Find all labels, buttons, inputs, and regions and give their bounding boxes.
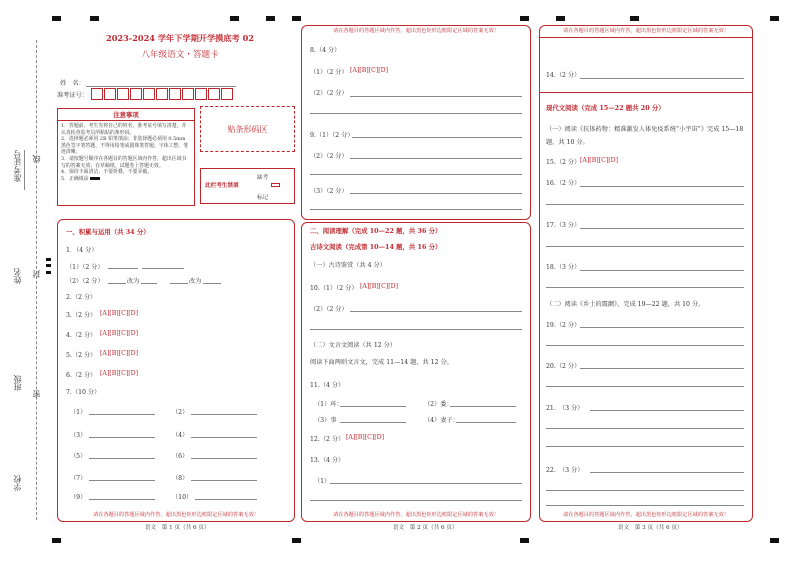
- absent-box: [200, 168, 295, 204]
- answer-line[interactable]: [89, 437, 155, 438]
- q4-label: 4.（2 分）: [66, 332, 97, 339]
- q11-label: 11.（4 分）: [310, 382, 345, 389]
- choice-abcd[interactable]: [A][B][C][D]: [580, 157, 619, 164]
- answer-line[interactable]: [191, 480, 257, 481]
- registration-mark: [52, 538, 61, 543]
- q10b-label: （2）（2 分）: [310, 306, 348, 313]
- reading-intro: 阅读下面两则文言文，完成 11—14 题，共 12 分。: [310, 359, 453, 366]
- registration-mark: [230, 16, 239, 21]
- notice-title: 注意事项: [58, 109, 194, 121]
- answer-line[interactable]: [350, 193, 522, 194]
- answer-line[interactable]: [89, 480, 155, 481]
- choice-abcd[interactable]: [A][B][C][D]: [350, 67, 389, 74]
- answer-line[interactable]: [546, 428, 744, 429]
- q1b-label: （2）（2 分）: [66, 278, 104, 285]
- answer-line[interactable]: [89, 414, 155, 415]
- answer-line[interactable]: [170, 283, 188, 284]
- answer-line[interactable]: [350, 96, 522, 97]
- answer-line[interactable]: [142, 268, 184, 269]
- name-field[interactable]: [86, 86, 236, 87]
- section-title: 二、阅读理解（完成 10—22 题，共 36 分）: [310, 227, 442, 235]
- binding-seal-label: 封: [32, 270, 41, 278]
- answer-line[interactable]: [546, 204, 744, 205]
- page-footer: 语文 第 3 页（共 6 页）: [618, 525, 683, 531]
- q7-item: （3）: [70, 432, 87, 439]
- q6-label: 6.（2 分）: [66, 372, 97, 379]
- registration-mark: [52, 16, 61, 21]
- binding-exam-no: 准考证号: [13, 150, 22, 182]
- answer-line[interactable]: [340, 406, 406, 407]
- q1-label: 1．（4 分）: [66, 247, 98, 254]
- fill-sample-icon: [90, 177, 100, 180]
- q5-label: 5.（2 分）: [66, 352, 97, 359]
- q15-label: 15.（2 分）: [546, 159, 581, 166]
- answer-line[interactable]: [352, 137, 522, 138]
- q9c-label: （3）（2 分）: [310, 188, 348, 195]
- choice-abcd[interactable]: [A][B][C][D]: [100, 310, 139, 317]
- q7-item: （4）: [172, 432, 189, 439]
- page-footer: 语文 第 2 页（共 6 页）: [393, 525, 458, 531]
- q22-label: 22. （3 分）: [546, 467, 584, 474]
- q7-item: （7）: [70, 475, 87, 482]
- choice-abcd[interactable]: [A][B][C][D]: [346, 434, 385, 441]
- q1a-label: （1）（2 分）: [66, 264, 104, 271]
- answer-line[interactable]: [89, 458, 155, 459]
- notice-item: 4．保持卡面清洁，不要折叠、不要弄破。: [61, 169, 153, 176]
- q11-2: （2）委：: [424, 401, 453, 408]
- choice-abcd[interactable]: [A][B][C][D]: [360, 283, 399, 290]
- divider: [539, 92, 753, 93]
- q7-item: （9）: [70, 494, 87, 501]
- page-footer: 语文 第 1 页（共 6 页）: [145, 525, 210, 531]
- answer-line[interactable]: [546, 345, 744, 346]
- q13-label: 13.（4 分）: [310, 457, 345, 464]
- warning-text: 请在各题目的答题区域内作答，超出黑色矩形边框限定区域的答案无效！: [562, 512, 729, 518]
- warning-text: 请在各题目的答题区域内作答，超出黑色矩形边框限定区域的答案无效！: [92, 512, 259, 518]
- binding-sealed-label: 密: [32, 390, 41, 398]
- subsection-1: （一）古诗鉴赏（共 4 分）: [310, 262, 386, 269]
- registration-mark: [520, 16, 529, 21]
- choice-abcd[interactable]: [A][B][C][D]: [100, 370, 139, 377]
- answer-line[interactable]: [191, 437, 257, 438]
- absent-label: 此栏考生禁填: [205, 183, 239, 189]
- notice-item: 2．选择题必须用 2B 铅笔填涂；非选择题必须用 0.5mm 黑色签字笔答题，不得用铅笔或圆珠笔答题；字体工整、笔迹清晰。: [61, 136, 189, 156]
- binding-name: 姓名: [13, 268, 22, 284]
- q7-label: 7.（10 分）: [66, 389, 101, 396]
- answer-line[interactable]: [108, 268, 138, 269]
- q10-label: 10.（1）（2 分）: [310, 285, 358, 292]
- registration-mark: [90, 16, 99, 21]
- answer-line[interactable]: [310, 500, 522, 501]
- absent-mark-bottom: 标记: [257, 195, 269, 201]
- binding-class: 班级: [13, 375, 22, 391]
- answer-line[interactable]: [580, 78, 744, 79]
- registration-mark: [556, 16, 565, 21]
- q14-label: 14.（2 分）: [546, 72, 581, 79]
- answer-line[interactable]: [310, 174, 522, 175]
- answer-line[interactable]: [330, 483, 522, 484]
- reading-1: （一）阅读《抗体药物：精准激发人体免疫系统“小宇宙”》完成 15—18 题，共 10 分。: [546, 126, 744, 146]
- answer-line[interactable]: [310, 209, 522, 210]
- binding-line: [36, 40, 37, 520]
- exam-no-label: 准考证号：: [57, 92, 88, 99]
- notice-box: [57, 108, 195, 206]
- change-to-label: 改为: [127, 278, 140, 285]
- q8a-label: （1）（2 分）: [310, 69, 348, 76]
- registration-mark: [46, 258, 51, 261]
- section-title: 一、积累与运用（共 34 分）: [66, 228, 150, 236]
- q11-3: （3）事: [314, 417, 337, 424]
- q18-label: 18.（3 分）: [546, 264, 581, 271]
- answer-line[interactable]: [580, 270, 744, 271]
- barcode-area: [200, 106, 295, 152]
- q12-label: 12.（2 分）: [310, 436, 345, 443]
- page-subtitle: 八年级语文・答题卡: [141, 50, 219, 60]
- answer-line[interactable]: [89, 499, 155, 500]
- barcode-label: 贴条形码区: [227, 125, 268, 134]
- registration-mark: [770, 16, 779, 21]
- subsection-title: 古诗文阅读（完成第 10—14 题，共 16 分）: [310, 243, 442, 251]
- answer-line[interactable]: [450, 406, 516, 407]
- registration-mark: [630, 16, 639, 21]
- subsection-2: （二）文言文阅读（共 12 分）: [310, 342, 397, 349]
- exam-no-boxes[interactable]: [91, 88, 239, 102]
- answer-line[interactable]: [580, 228, 744, 229]
- q9b-label: （2）（2 分）: [310, 153, 348, 160]
- q11-4: （4）妻子：: [424, 417, 459, 424]
- answer-box-4: [539, 25, 753, 522]
- q11-1: （1）环：: [314, 401, 343, 408]
- q7-item: （5）: [70, 453, 87, 460]
- answer-line[interactable]: [108, 283, 126, 284]
- answer-line[interactable]: [191, 414, 257, 415]
- answer-line[interactable]: [141, 283, 157, 284]
- q7-item: （10）: [172, 494, 193, 501]
- answer-line[interactable]: [580, 327, 744, 328]
- page-title: 2023-2024 学年下学期开学摸底考 02: [106, 33, 254, 43]
- answer-line[interactable]: [580, 368, 744, 369]
- notice-item: 5．正确填涂: [61, 176, 191, 183]
- registration-mark: [292, 538, 301, 543]
- notice-item: 1．答题前，考生先将自己的姓名，准考证号填写清楚，并认真检查监考员所粘贴的条形码。: [61, 123, 187, 136]
- answer-line[interactable]: [546, 490, 744, 491]
- answer-line[interactable]: [590, 410, 744, 411]
- choice-abcd[interactable]: [A][B][C][D]: [100, 350, 139, 357]
- q3-label: 3.（2 分）: [66, 312, 97, 319]
- warning-text: 请在各题目的答题区域内作答，超出黑色矩形边框限定区域的答案无效！: [332, 512, 499, 518]
- binding-school: 学校: [13, 475, 22, 491]
- answer-line[interactable]: [191, 458, 257, 459]
- warning-text: 请在各题目的答题区域内作答，超出黑色矩形边框限定区域的答案无效！: [562, 28, 729, 34]
- q21-label: 21. （3 分）: [546, 405, 584, 412]
- q13a-label: （1）: [314, 478, 331, 485]
- q20-label: 20.（2 分）: [546, 363, 581, 370]
- choice-abcd[interactable]: [A][B][C][D]: [100, 330, 139, 337]
- q19-label: 19.（2 分）: [546, 322, 581, 329]
- answer-line[interactable]: [350, 158, 522, 159]
- q9-label: 9.（1）（2 分）: [310, 132, 354, 139]
- warning-text: 请在各题目的答题区域内作答，超出黑色矩形边框限定区域的答案无效！: [332, 28, 499, 34]
- registration-mark: [46, 271, 51, 274]
- q16-label: 16.（2 分）: [546, 180, 581, 187]
- registration-mark: [292, 16, 301, 21]
- answer-line[interactable]: [590, 472, 744, 473]
- answer-line[interactable]: [456, 422, 516, 423]
- answer-line[interactable]: [310, 113, 522, 114]
- q7-item: （2）: [172, 409, 189, 416]
- answer-line[interactable]: [546, 287, 744, 288]
- registration-mark: [520, 538, 529, 543]
- section-title: 现代文阅读（完成 15—22 题共 20 分）: [546, 104, 665, 112]
- q7-item: （6）: [172, 453, 189, 460]
- answer-line[interactable]: [546, 386, 744, 387]
- q7-item: （1）: [70, 409, 87, 416]
- binding-underline: [24, 150, 25, 190]
- q17-label: 17.（3 分）: [546, 222, 581, 229]
- answer-line[interactable]: [195, 499, 257, 500]
- answer-line[interactable]: [546, 505, 744, 506]
- registration-mark: [46, 264, 51, 267]
- absent-mark-top: 缺考: [257, 175, 269, 181]
- q8b-label: （2）（2 分）: [310, 90, 348, 97]
- answer-line[interactable]: [340, 422, 406, 423]
- binding-line-label: 线: [32, 155, 41, 163]
- registration-mark: [266, 16, 275, 21]
- answer-line[interactable]: [546, 446, 744, 447]
- answer-line[interactable]: [546, 246, 744, 247]
- notice-item: 3．请按题号顺序在各题目的答题区域内作答，超出区域书写的答案无效；在草稿纸、试题卷上答题无效。: [61, 155, 187, 169]
- answer-line[interactable]: [203, 283, 221, 284]
- change-to-label: 改为: [189, 278, 202, 285]
- q8-label: 8.（4 分）: [310, 47, 341, 54]
- answer-line[interactable]: [310, 329, 522, 330]
- q2-label: 2.（2 分）: [66, 294, 97, 301]
- name-label: 姓 名：: [60, 80, 85, 87]
- reading-2: （二）阅读《乡土的震颤》，完成 19—22 题，共 10 分。: [546, 301, 705, 308]
- answer-line[interactable]: [350, 311, 522, 312]
- divider: [539, 37, 753, 38]
- registration-mark: [770, 538, 779, 543]
- absent-checkbox[interactable]: [271, 183, 280, 187]
- answer-line[interactable]: [580, 186, 744, 187]
- q7-item: （8）: [172, 475, 189, 482]
